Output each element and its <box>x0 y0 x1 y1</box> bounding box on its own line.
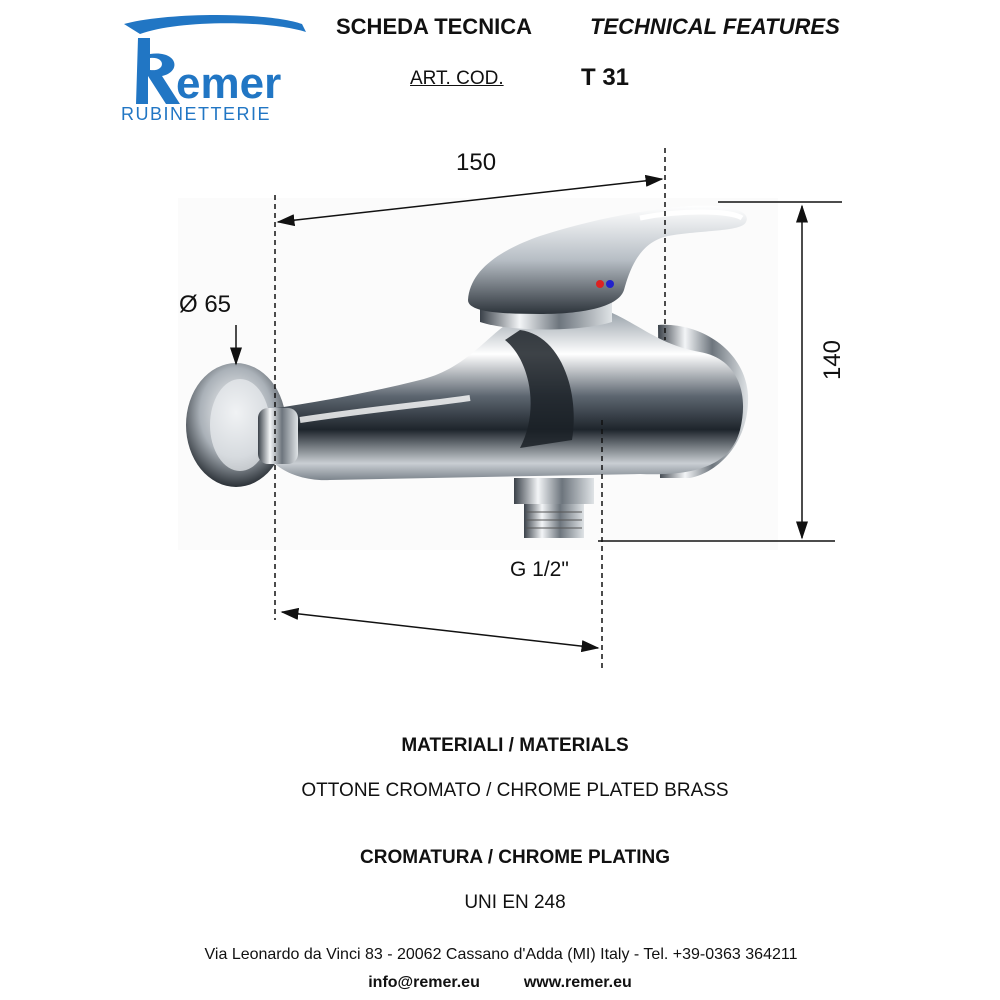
footer-contacts <box>0 974 1000 992</box>
svg-text:emer: emer <box>176 59 282 108</box>
title-english: TECHNICAL FEATURES <box>590 14 840 39</box>
footer-address: Via Leonardo da Vinci 83 - 20062 Cassano d'Adda (MI) Italy - Tel. +39-0363 364211 <box>204 946 798 963</box>
dimension-width-label: 150 <box>456 149 497 176</box>
dimension-height-label: 140 <box>819 339 846 381</box>
article-code-value: T 31 <box>581 64 630 91</box>
materials-value: OTTONE CROMATO / CHROME PLATED BRASS <box>301 780 729 801</box>
outlet-fitting <box>514 478 594 538</box>
footer-email[interactable]: info@remer.eu <box>368 974 480 991</box>
title-italian: SCHEDA TECNICA <box>336 14 532 39</box>
dimension-thread-label: G 1/2" <box>510 558 569 581</box>
plating-value: UNI EN 248 <box>464 892 566 913</box>
article-code-label: ART. COD. <box>410 68 504 89</box>
materials-heading: MATERIALI / MATERIALS <box>401 735 629 756</box>
dimension-diameter-label: Ø 65 <box>179 291 232 318</box>
plating-heading: CROMATURA / CHROME PLATING <box>360 847 670 868</box>
footer-website[interactable]: www.remer.eu <box>523 974 632 991</box>
technical-drawing <box>0 140 1000 680</box>
logo-subtitle: RUBINETTERIE <box>121 104 272 124</box>
